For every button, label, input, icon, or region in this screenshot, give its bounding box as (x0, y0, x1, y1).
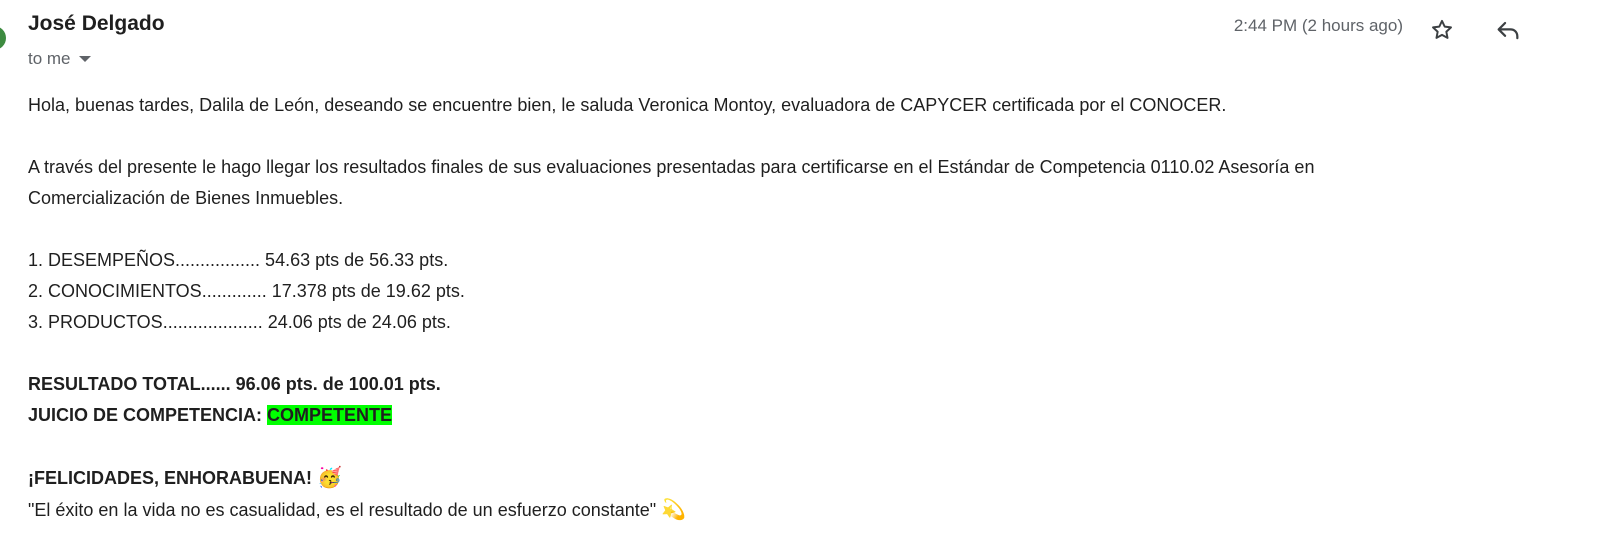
reply-button[interactable] (1492, 14, 1524, 46)
result-line: 3. PRODUCTOS.................... 24.06 pts de 24.06 pts. (28, 312, 451, 332)
greeting-paragraph: Hola, buenas tardes, Dalila de León, deseando se encuentre bien, le saluda Veronica Montoy, evaluadora de CAPYCER certificada por el CONOCER. (28, 95, 1227, 115)
avatar[interactable] (0, 26, 6, 50)
result-line: 1. DESEMPEÑOS................. 54.63 pts de 56.33 pts. (28, 250, 449, 270)
dizzy-star-icon: 💫 (661, 497, 687, 521)
intro-line-1: A través del presente le hago llegar los resultados finales de sus evaluaciones presentadas para certificarse en el Estándar de Competencia 0110.02 Asesoría en (28, 157, 1315, 177)
congrats-text: ¡FELICIDADES, ENHORABUENA! (28, 468, 318, 488)
star-button[interactable] (1426, 14, 1458, 46)
quote-line (28, 494, 1548, 526)
recipient-label: to me (28, 49, 71, 68)
chevron-down-icon[interactable] (79, 56, 91, 62)
total-result: RESULTADO TOTAL...... 96.06 pts. de 100.01 pts. (28, 374, 441, 394)
party-face-icon: 🥳 (317, 465, 342, 489)
judgment-value: COMPETENTE (267, 405, 393, 425)
message-timestamp: 2:44 PM (2 hours ago) (1233, 16, 1403, 35)
congrats-line (28, 462, 1548, 494)
competence-judgment (28, 400, 1548, 431)
reply-icon (1494, 16, 1522, 44)
quote-text: "El éxito en la vida no es casualidad, es el resultado de un esfuerzo constante" (28, 500, 662, 520)
intro-line-2: Comercialización de Bienes Inmuebles. (28, 188, 344, 208)
result-line: 2. CONOCIMIENTOS............. 17.378 pts de 19.62 pts. (28, 281, 465, 301)
judgment-label: JUICIO DE COMPETENCIA: (28, 405, 268, 425)
star-icon (1429, 17, 1455, 43)
recipient-details-toggle[interactable] (28, 49, 91, 69)
message-body (28, 90, 1548, 526)
sender-name[interactable]: José Delgado (28, 12, 165, 35)
